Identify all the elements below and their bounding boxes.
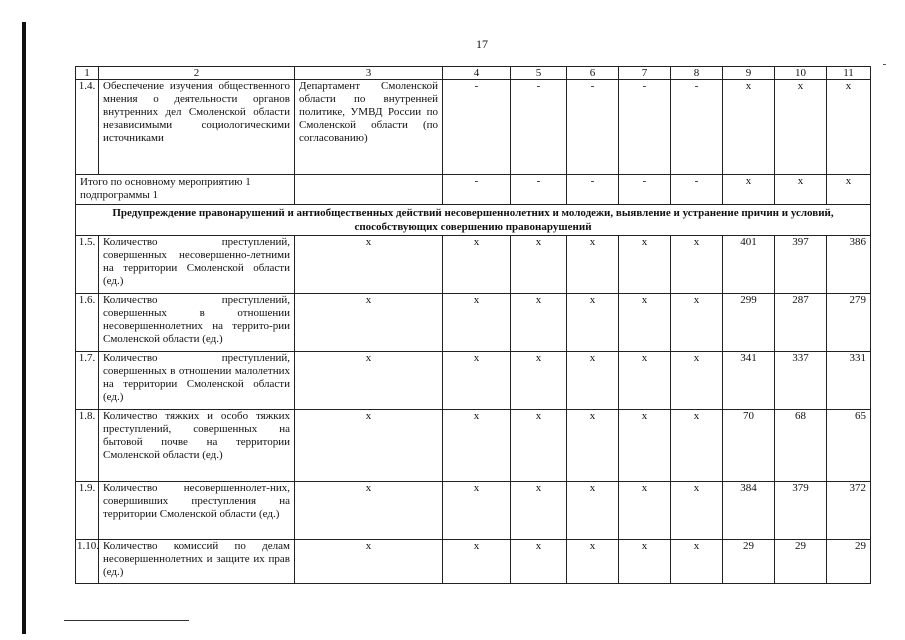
column-number-row xyxy=(76,67,871,80)
table-cell: 384 xyxy=(723,482,775,540)
table-cell: 379 xyxy=(775,482,827,540)
table-cell: х xyxy=(295,482,443,540)
table-cell: х xyxy=(723,175,775,205)
table-cell: х xyxy=(827,175,871,205)
table-cell: х xyxy=(295,294,443,352)
table-row-1-7 xyxy=(76,352,871,410)
column-header: 8 xyxy=(671,67,723,80)
table-cell-empty xyxy=(295,175,443,205)
table-cell: х xyxy=(511,236,567,294)
table-cell: х xyxy=(619,236,671,294)
row-number: 1.6. xyxy=(76,294,99,352)
table-cell: х xyxy=(443,294,511,352)
table-cell: х xyxy=(671,294,723,352)
table-cell: х xyxy=(619,294,671,352)
column-header: 7 xyxy=(619,67,671,80)
row-name: Количество несовершеннолет-них, совершивших преступления на территории Смоленской области (ед.) xyxy=(99,482,295,540)
table-cell: 397 xyxy=(775,236,827,294)
program-table xyxy=(75,66,871,584)
total-label: Итого по основному мероприятию 1 подпрограммы 1 xyxy=(76,175,295,205)
table-cell: - xyxy=(567,175,619,205)
table-row-total xyxy=(76,175,871,205)
table-cell: х xyxy=(511,540,567,584)
table-cell: 279 xyxy=(827,294,871,352)
row-name: Количество тяжких и особо тяжких преступлений, совершенных на бытовой почве на территории Смоленской области (ед.) xyxy=(99,410,295,482)
table-cell: 331 xyxy=(827,352,871,410)
section-heading-row xyxy=(76,205,871,236)
table-cell: 70 xyxy=(723,410,775,482)
row-responsible: Департамент Смоленской области по внутренней политике, УМВД России по Смоленской области (по согласованию) xyxy=(295,80,443,175)
table-cell: х xyxy=(619,352,671,410)
column-header: 6 xyxy=(567,67,619,80)
table-cell: х xyxy=(443,482,511,540)
scan-mark xyxy=(883,64,886,65)
table-cell: - xyxy=(619,80,671,175)
row-number: 1.7. xyxy=(76,352,99,410)
left-margin-rule xyxy=(22,22,26,634)
table-cell: 401 xyxy=(723,236,775,294)
table-cell: х xyxy=(671,352,723,410)
table-cell: х xyxy=(619,540,671,584)
table-cell: - xyxy=(619,175,671,205)
section-title: Предупреждение правонарушений и антиобщественных действий несовершеннолетних и молодежи, выявление и устранение причин и условий, способствующих совершению правонарушений xyxy=(76,205,871,236)
table-cell: х xyxy=(671,410,723,482)
column-header: 5 xyxy=(511,67,567,80)
table-cell: х xyxy=(443,410,511,482)
table-cell: х xyxy=(511,352,567,410)
table-cell: - xyxy=(511,80,567,175)
table-cell: 29 xyxy=(723,540,775,584)
table-cell: - xyxy=(671,80,723,175)
page-number: 17 xyxy=(476,37,488,51)
table-row-1-6 xyxy=(76,294,871,352)
row-name: Количество преступлений, совершенных несовершенно-летними на территории Смоленской области (ед.) xyxy=(99,236,295,294)
table-cell: х xyxy=(775,175,827,205)
table-cell: х xyxy=(567,352,619,410)
column-header: 11 xyxy=(827,67,871,80)
table-cell: х xyxy=(567,540,619,584)
table-cell: х xyxy=(567,410,619,482)
column-header: 2 xyxy=(99,67,295,80)
row-number: 1.10. xyxy=(76,540,99,584)
table-cell: х xyxy=(511,482,567,540)
table-cell: х xyxy=(295,236,443,294)
table-cell: 29 xyxy=(775,540,827,584)
table-cell: 372 xyxy=(827,482,871,540)
table-cell: х xyxy=(619,482,671,540)
table-cell: х xyxy=(443,236,511,294)
table-cell: х xyxy=(619,410,671,482)
table-cell: 386 xyxy=(827,236,871,294)
table-cell: х xyxy=(443,352,511,410)
row-name: Количество комиссий по делам несовершеннолетних и защите их прав (ед.) xyxy=(99,540,295,584)
column-header: 1 xyxy=(76,67,99,80)
row-number: 1.5. xyxy=(76,236,99,294)
column-header: 10 xyxy=(775,67,827,80)
table-cell: х xyxy=(511,294,567,352)
table-row-1-8 xyxy=(76,410,871,482)
row-name: Количество преступлений, совершенных в отношении малолетних на территории Смоленской области (ед.) xyxy=(99,352,295,410)
row-number: 1.8. xyxy=(76,410,99,482)
table-row-1-9 xyxy=(76,482,871,540)
row-number: 1.9. xyxy=(76,482,99,540)
table-cell: 287 xyxy=(775,294,827,352)
column-header: 3 xyxy=(295,67,443,80)
table-cell: х xyxy=(671,482,723,540)
footnote-rule xyxy=(64,620,189,621)
table-cell: - xyxy=(443,175,511,205)
table-cell: х xyxy=(567,294,619,352)
table-cell: х xyxy=(827,80,871,175)
table-cell: 65 xyxy=(827,410,871,482)
table-cell: х xyxy=(295,352,443,410)
table-cell: х xyxy=(443,540,511,584)
column-header: 4 xyxy=(443,67,511,80)
table-cell: - xyxy=(671,175,723,205)
row-name: Обеспечение изучения общественного мнения о деятельности органов внутренних дел Смоленской области независимыми социологическими источниками xyxy=(99,80,295,175)
table-row-1-10 xyxy=(76,540,871,584)
table-cell: х xyxy=(295,410,443,482)
table-row-1-5 xyxy=(76,236,871,294)
table-cell: 341 xyxy=(723,352,775,410)
table-cell: х xyxy=(567,482,619,540)
table-cell: 29 xyxy=(827,540,871,584)
table-cell: 337 xyxy=(775,352,827,410)
table-cell: х xyxy=(671,236,723,294)
table-cell: х xyxy=(567,236,619,294)
table-cell: - xyxy=(567,80,619,175)
table-row-1-4 xyxy=(76,80,871,175)
row-number: 1.4. xyxy=(76,80,99,175)
table-cell: х xyxy=(775,80,827,175)
column-header: 9 xyxy=(723,67,775,80)
table-cell: - xyxy=(511,175,567,205)
table-cell: 68 xyxy=(775,410,827,482)
table-cell: 299 xyxy=(723,294,775,352)
table-cell: - xyxy=(443,80,511,175)
table-cell: х xyxy=(671,540,723,584)
table-cell: х xyxy=(295,540,443,584)
row-name: Количество преступлений, совершенных в отношении несовершеннолетних на террито-рии Смоленской области (ед.) xyxy=(99,294,295,352)
table-cell: х xyxy=(723,80,775,175)
table-cell: х xyxy=(511,410,567,482)
